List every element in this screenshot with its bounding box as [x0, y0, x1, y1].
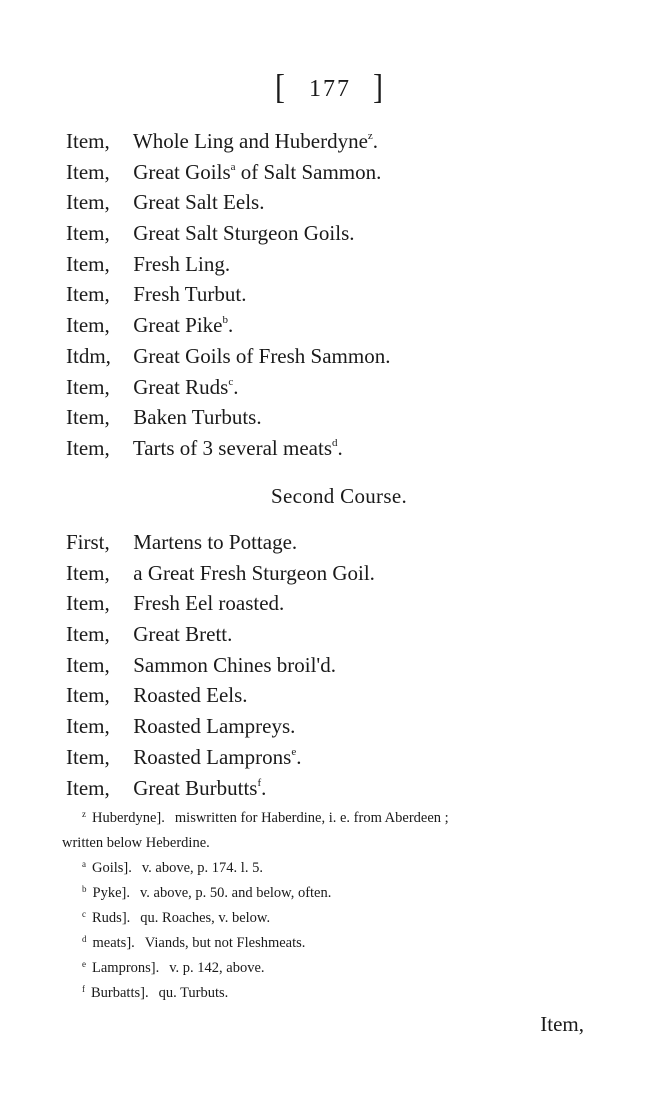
- footnote-term: Ruds].: [92, 910, 131, 926]
- item-text: Great Goils of Fresh Sammon.: [133, 343, 391, 368]
- item-tail: of Salt Sammon.: [235, 159, 382, 184]
- footnote-term: Lamprons].: [92, 960, 160, 976]
- item-keyword: Item,: [66, 190, 110, 215]
- item-keyword: Item,: [66, 374, 110, 399]
- menu-item: [66, 742, 626, 773]
- item-text: Baken Turbuts.: [133, 405, 262, 430]
- item-text: Martens to Pottage.: [133, 530, 298, 554]
- item-keyword: Item,: [66, 652, 110, 677]
- item-keyword: Item,: [66, 775, 110, 800]
- menu-item: [66, 187, 626, 218]
- menu-item: [66, 433, 626, 464]
- menu-item: [66, 711, 626, 742]
- footnote-mark: d: [82, 934, 87, 944]
- footnote-continuation: [62, 831, 602, 856]
- footnote-text: Viands, but not Fleshmeats.: [144, 935, 306, 951]
- menu-item: [66, 773, 626, 804]
- menu-item: [66, 341, 626, 372]
- footnote-text: v. above, p. 50. and below, often.: [139, 885, 332, 901]
- catchword: Item,: [540, 1012, 584, 1036]
- item-text: Fresh Eel roasted.: [133, 591, 285, 616]
- item-text: Roasted Lampreys.: [133, 714, 296, 739]
- footnote: [62, 906, 602, 931]
- second-course-heading: Second Course.: [270, 484, 407, 508]
- menu-item: [66, 372, 626, 403]
- item-text: Roasted Eels.: [133, 683, 248, 708]
- page-number: [0, 68, 660, 107]
- footnote-mark: a: [82, 859, 86, 869]
- footnote-ref: c: [228, 375, 234, 388]
- footnote: [62, 956, 602, 981]
- page-number-close-bracket: ]: [373, 68, 385, 107]
- item-text: Great Ruds: [133, 374, 229, 399]
- footnote-ref: a: [230, 160, 236, 173]
- item-text: Great Pike: [133, 313, 223, 338]
- footnote-ref: b: [222, 314, 228, 327]
- footnote-text: v. above, p. 174. l. 5.: [141, 860, 263, 876]
- item-text: Great Goils: [133, 159, 231, 184]
- item-text: Fresh Ling.: [133, 251, 231, 276]
- footnote-mark: b: [82, 884, 87, 894]
- footnotes: [62, 806, 602, 1006]
- footnote-ref: z: [367, 130, 373, 142]
- item-keyword: Item,: [66, 591, 110, 616]
- item-keyword: Item,: [66, 129, 110, 153]
- item-text: Great Burbutts: [133, 775, 258, 800]
- first-course-list: [66, 126, 626, 464]
- item-tail: .: [372, 129, 379, 153]
- menu-item: [66, 279, 626, 310]
- menu-item: [66, 588, 626, 619]
- footnote-term: Pyke].: [92, 885, 130, 901]
- menu-item: [66, 527, 626, 558]
- menu-item: [66, 680, 626, 711]
- footnote-mark: f: [82, 984, 85, 994]
- footnote-text: v. p. 142, above.: [169, 960, 265, 976]
- menu-item: [66, 650, 626, 681]
- item-keyword: Item,: [66, 313, 110, 338]
- item-keyword: Item,: [66, 282, 110, 307]
- footnote-mark: c: [82, 909, 86, 919]
- footnote-ref: f: [257, 776, 262, 789]
- item-keyword: Item,: [66, 622, 110, 647]
- item-text: a Great Fresh Sturgeon Goil.: [133, 560, 375, 585]
- menu-item: [66, 249, 626, 280]
- item-keyword: Item,: [66, 405, 110, 430]
- menu-item: [66, 619, 626, 650]
- footnote-ref: d: [332, 436, 338, 449]
- footnote: [62, 981, 602, 1006]
- item-tail: .: [233, 374, 239, 399]
- item-keyword: Item,: [66, 560, 110, 585]
- item-keyword: Item,: [66, 683, 110, 708]
- item-keyword: Item,: [66, 714, 110, 739]
- footnote: [62, 856, 602, 881]
- footnote-mark: z: [82, 809, 86, 819]
- page-number-open-bracket: [: [275, 68, 287, 107]
- item-keyword: Item,: [66, 435, 110, 460]
- footnote-term: Burbatts].: [91, 985, 149, 1001]
- item-keyword: First,: [66, 530, 110, 554]
- second-course-list: [66, 527, 626, 803]
- item-keyword: Itdm,: [66, 343, 111, 368]
- item-tail: .: [261, 775, 267, 800]
- footnote-text: qu. Turbuts.: [158, 985, 229, 1001]
- menu-item: [66, 218, 626, 249]
- menu-item: [66, 126, 626, 157]
- item-text: Great Brett.: [133, 622, 233, 647]
- item-keyword: Item,: [66, 744, 110, 769]
- footnote-text: written below Heberdine.: [62, 835, 210, 851]
- footnote-term: meats].: [92, 935, 135, 951]
- item-tail: .: [337, 435, 343, 460]
- item-keyword: Item,: [66, 159, 110, 184]
- menu-item: [66, 157, 626, 188]
- footnote-text: miswritten for Haberdine, i. e. from Aberdeen ;: [174, 810, 449, 826]
- footnote-term: Huberdyne].: [92, 810, 165, 826]
- item-text: Tarts of 3 several meats: [132, 435, 332, 460]
- item-tail: .: [227, 313, 234, 338]
- item-text: Roasted Lamprons: [133, 744, 292, 769]
- footnote-term: Goils].: [92, 860, 132, 876]
- footnote: [62, 881, 602, 906]
- item-text: Whole Ling and Huberdyne: [132, 129, 368, 153]
- item-keyword: Item,: [66, 251, 110, 276]
- item-text: Great Salt Sturgeon Goils.: [133, 221, 355, 246]
- menu-item: [66, 310, 626, 341]
- footnote: [62, 931, 602, 956]
- footnote-mark: e: [82, 959, 86, 969]
- menu-item: [66, 402, 626, 433]
- item-text: Great Salt Eels.: [133, 190, 265, 215]
- item-tail: .: [296, 744, 302, 769]
- footnote: [62, 806, 602, 831]
- menu-item: [66, 558, 626, 589]
- item-keyword: Item,: [66, 221, 110, 246]
- footnote-ref: e: [291, 745, 297, 758]
- item-text: Fresh Turbut.: [133, 282, 247, 307]
- footnote-text: qu. Roaches, v. below.: [140, 910, 271, 926]
- item-text: Sammon Chines broil'd.: [133, 652, 336, 677]
- page-number-value: 177: [309, 76, 351, 102]
